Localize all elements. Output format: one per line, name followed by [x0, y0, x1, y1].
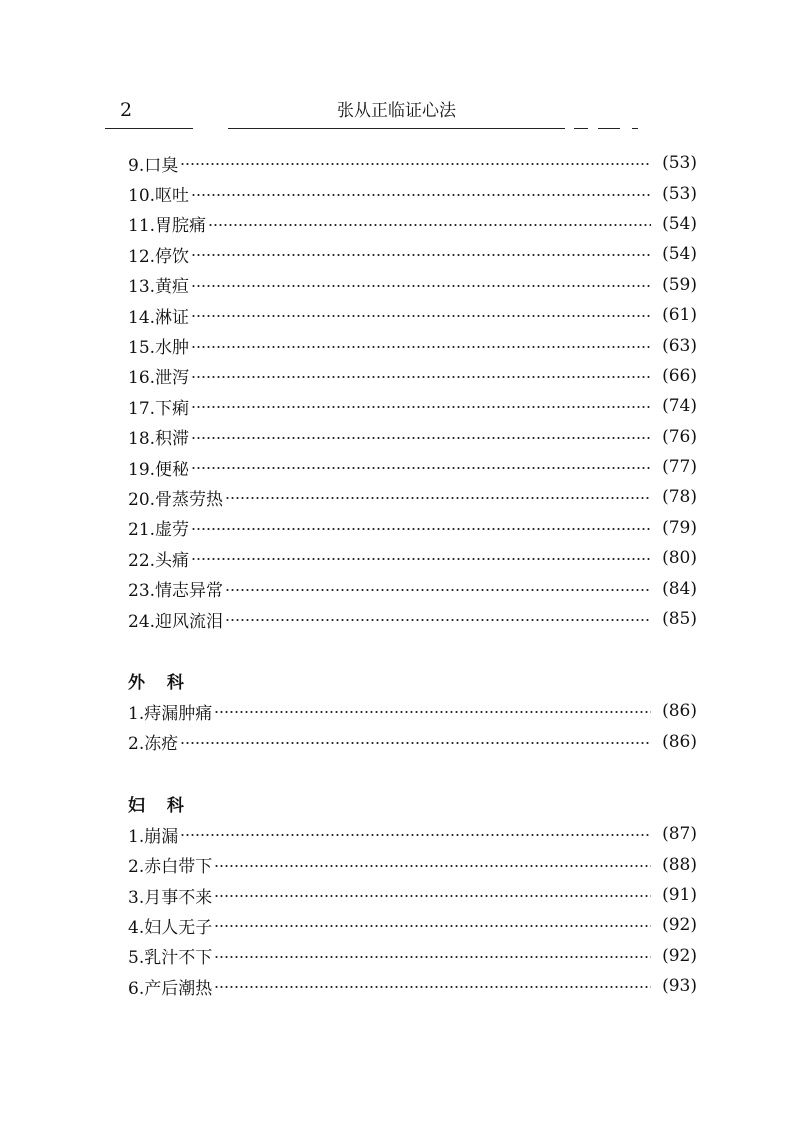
entry-label: 18.积滞 [128, 429, 190, 450]
entry-label: 2.赤白带下 [128, 857, 213, 878]
section-heading-gynecology: 妇 科 [128, 795, 184, 816]
entry-label: 16.泄泻 [128, 368, 190, 389]
entry-page: (85) [662, 609, 697, 630]
toc-entry[interactable] [128, 849, 697, 879]
entry-page: (63) [662, 335, 697, 356]
toc-entry[interactable] [128, 971, 697, 1001]
page-number: 2 [120, 99, 133, 121]
toc-entry[interactable] [128, 727, 697, 757]
dot-leader [214, 894, 651, 898]
dot-leader [191, 405, 651, 409]
entry-page: (92) [662, 915, 697, 936]
dot-leader [191, 284, 651, 288]
toc-entry[interactable] [128, 422, 697, 452]
entry-label: 24.迎风流泪 [128, 611, 224, 632]
entry-page: (53) [662, 183, 697, 204]
toc-entry[interactable] [128, 178, 697, 208]
entry-label: 15.水肿 [128, 338, 190, 359]
toc-entry[interactable] [128, 819, 697, 849]
entry-label: 17.下痢 [128, 398, 190, 419]
entry-page: (93) [662, 976, 697, 997]
entry-page: (76) [662, 426, 697, 447]
entry-page: (78) [662, 487, 697, 508]
entry-label: 19.便秘 [128, 459, 190, 480]
dot-leader [191, 253, 651, 257]
dot-leader [191, 314, 651, 318]
entry-label: 13.黄疸 [128, 277, 190, 298]
toc-entry[interactable] [128, 239, 697, 269]
dot-leader [191, 557, 651, 561]
header-rule [105, 128, 193, 129]
toc-entry[interactable] [128, 604, 697, 634]
entry-page: (74) [662, 396, 697, 417]
dot-leader [191, 466, 651, 470]
entry-page: (87) [662, 824, 697, 845]
entry-label: 4.妇人无子 [128, 917, 213, 938]
toc-entry[interactable] [128, 300, 697, 330]
entry-label: 1.崩漏 [128, 826, 179, 847]
entry-label: 10.呕吐 [128, 186, 190, 207]
section-heading-surgery: 外 科 [128, 672, 184, 693]
entry-page: (88) [662, 854, 697, 875]
dot-leader [191, 527, 651, 531]
table-of-contents [128, 148, 697, 1001]
toc-entry[interactable] [128, 361, 697, 391]
dot-leader [180, 162, 651, 166]
toc-entry[interactable] [128, 573, 697, 603]
dot-leader [214, 924, 651, 928]
toc-entry[interactable] [128, 880, 697, 910]
entry-label: 22.头痛 [128, 550, 190, 571]
toc-entry[interactable] [128, 209, 697, 239]
entry-label: 6.产后潮热 [128, 978, 213, 999]
entry-page: (61) [662, 305, 697, 326]
entry-page: (77) [662, 457, 697, 478]
header-rule [598, 128, 620, 129]
dot-leader [214, 710, 651, 714]
toc-entry[interactable] [128, 941, 697, 971]
entry-label: 21.虚劳 [128, 520, 190, 541]
toc-entry[interactable] [128, 910, 697, 940]
toc-entry[interactable] [128, 696, 697, 726]
entry-label: 5.乳汁不下 [128, 948, 213, 969]
entry-page: (80) [662, 548, 697, 569]
dot-leader [191, 345, 651, 349]
dot-leader [191, 436, 651, 440]
dot-leader [214, 985, 651, 989]
entry-page: (53) [662, 153, 697, 174]
dot-leader [191, 193, 651, 197]
dot-leader [208, 223, 651, 227]
entry-label: 9.口臭 [128, 155, 179, 176]
toc-entry[interactable] [128, 452, 697, 482]
dot-leader [214, 864, 651, 868]
dot-leader [225, 618, 651, 622]
header-rule [228, 128, 565, 129]
dot-leader [191, 375, 651, 379]
entry-label: 12.停饮 [128, 246, 190, 267]
dot-leader [214, 955, 651, 959]
dot-leader [225, 588, 651, 592]
toc-entry[interactable] [128, 270, 697, 300]
entry-label: 20.骨蒸劳热 [128, 489, 224, 510]
entry-page: (86) [662, 731, 697, 752]
dot-leader [180, 741, 651, 745]
running-title: 张从正临证心法 [337, 101, 456, 121]
toc-entry[interactable] [128, 543, 697, 573]
entry-page: (86) [662, 701, 697, 722]
toc-entry[interactable] [128, 513, 697, 543]
toc-entry[interactable] [128, 391, 697, 421]
toc-entry[interactable] [128, 482, 697, 512]
entry-page: (91) [662, 885, 697, 905]
toc-entry[interactable] [128, 330, 697, 360]
entry-page: (84) [662, 578, 697, 599]
toc-entry[interactable] [128, 148, 697, 178]
entry-page: (54) [662, 244, 697, 265]
header-rule [632, 128, 638, 129]
entry-label: 3.月事不来 [128, 887, 213, 908]
entry-label: 2.冻疮 [128, 734, 179, 755]
header-rule [574, 128, 588, 129]
entry-label: 23.情志异常 [128, 581, 224, 602]
dot-leader [180, 833, 651, 837]
entry-label: 14.淋证 [128, 307, 190, 328]
entry-page: (66) [662, 365, 697, 386]
entry-label: 11.胃脘痛 [128, 216, 207, 237]
entry-page: (79) [662, 517, 697, 538]
entry-label: 1.痔漏肿痛 [128, 703, 213, 724]
entry-page: (92) [662, 945, 697, 966]
entry-page: (54) [662, 213, 697, 234]
dot-leader [225, 496, 651, 500]
entry-page: (59) [662, 274, 697, 295]
